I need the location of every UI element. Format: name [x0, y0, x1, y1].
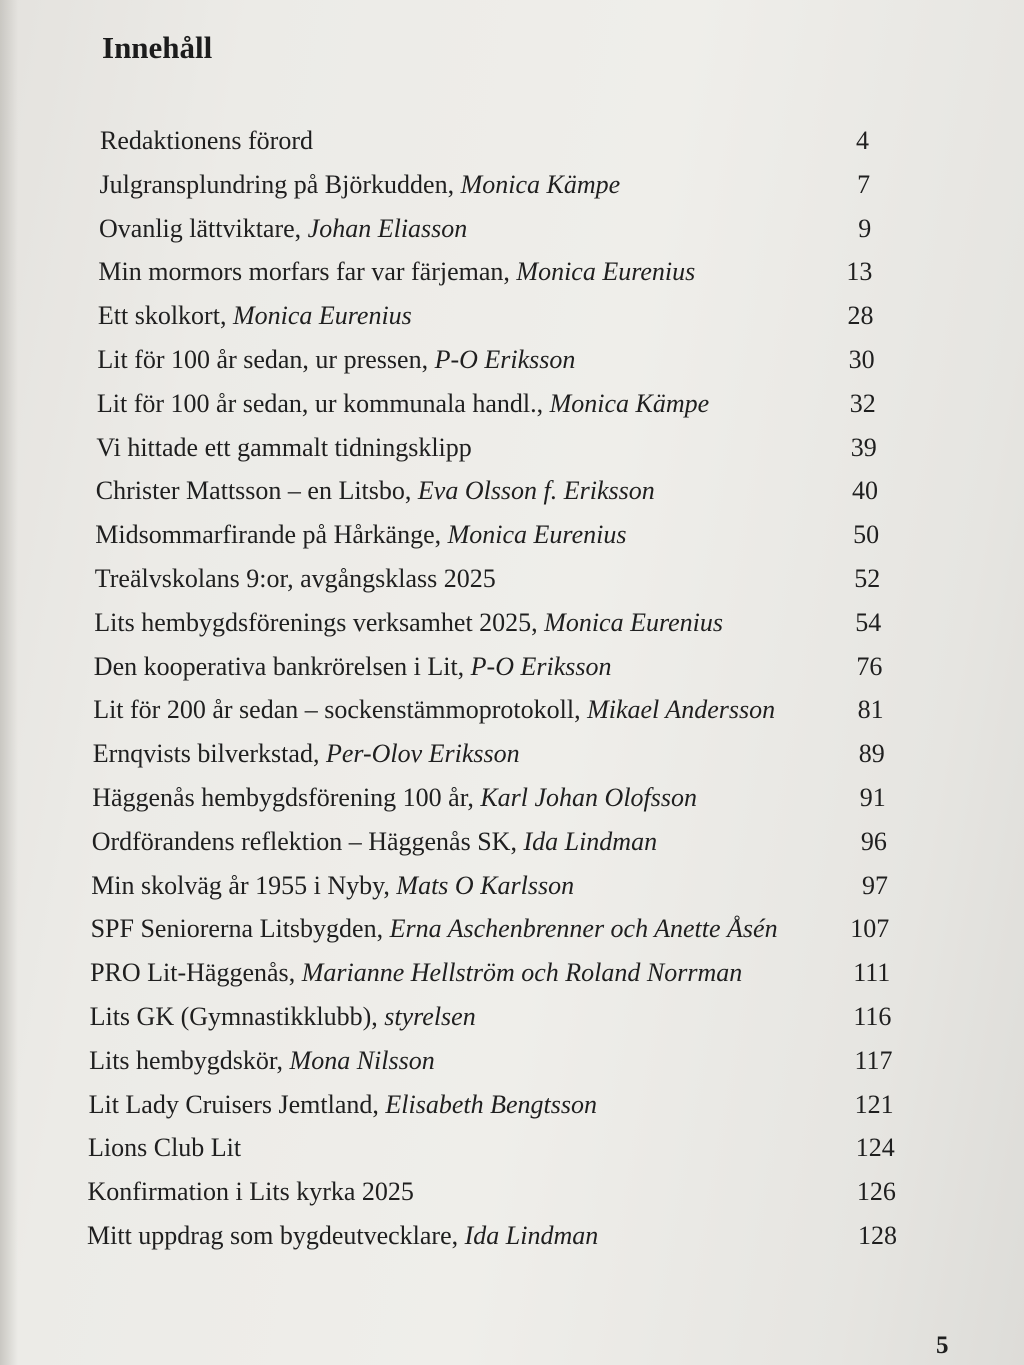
- toc-entry: [0, 168, 1024, 202]
- toc-entry-author: Eva Olsson f. Eriksson: [417, 476, 655, 506]
- toc-entry-page: 4: [856, 126, 869, 155]
- toc-entry-author: Marianne Hellström och Roland Norrman: [301, 958, 743, 988]
- toc-entry-text: [89, 1088, 597, 1122]
- toc-entry-separator: ,: [574, 695, 588, 725]
- toc-entry-author: Mikael Andersson: [587, 695, 776, 725]
- toc-entry-page: 117: [854, 1045, 893, 1075]
- toc-entry: [0, 1219, 1024, 1253]
- toc-entry-separator: ,: [404, 476, 418, 506]
- toc-entry-text: [92, 825, 657, 859]
- toc-entry-title: Lit för 100 år sedan, ur kommunala handl.: [96, 388, 537, 418]
- toc-entry-separator: ,: [510, 826, 524, 856]
- toc-entry-page: 116: [853, 1002, 892, 1031]
- toc-entry-text: [90, 1000, 476, 1034]
- toc-entry-page: 50: [853, 520, 880, 550]
- toc-entry-text: [95, 562, 496, 596]
- toc-entry-text: [99, 212, 467, 246]
- toc-entry-author: Per-Olov Eriksson: [325, 739, 520, 769]
- toc-entry-page: 30: [848, 345, 875, 374]
- toc-entry-title: Mitt uppdrag som bygdeutvecklare: [87, 1221, 452, 1250]
- toc-entry-text: [89, 1044, 435, 1078]
- toc-entry-title: Vi hittade ett gammalt tidningsklipp: [96, 432, 472, 462]
- toc-entry-text: [100, 168, 621, 202]
- toc-entry-author: P-O Eriksson: [470, 651, 612, 681]
- toc-entry-text: [93, 737, 520, 771]
- toc-entry: [0, 1000, 1024, 1034]
- toc-entry: [0, 518, 1024, 552]
- toc-entry-title: PRO Lit-Häggenås: [90, 958, 289, 988]
- toc-entry-text: [93, 693, 775, 727]
- toc-entry: [0, 1044, 1024, 1078]
- toc-entry: [0, 1088, 1024, 1122]
- toc-entry-author: Monica Eurenius: [232, 301, 412, 331]
- toc-entry-separator: ,: [294, 213, 308, 243]
- toc-entry-page: 32: [849, 388, 876, 418]
- toc-entry-separator: ,: [383, 870, 397, 900]
- toc-entry: [0, 781, 1024, 815]
- toc-entry-author: Mona Nilsson: [289, 1045, 435, 1075]
- toc-entry-separator: ,: [447, 169, 461, 199]
- toc-entry-title: Lions Club Lit: [88, 1133, 242, 1163]
- toc-entry-separator: ,: [451, 1221, 465, 1250]
- toc-entry-text: [96, 431, 471, 465]
- toc-entry-text: [97, 387, 709, 421]
- toc-entry-title: Christer Mattsson – en Litsbo: [95, 476, 405, 506]
- toc-entry-page: 40: [852, 476, 878, 506]
- toc-entry-page: 52: [854, 564, 881, 593]
- toc-entry-title: Häggenås hembygdsförening 100 år: [92, 783, 468, 812]
- toc-entry-text: [88, 1131, 241, 1165]
- toc-entry-author: Mats O Karlsson: [396, 870, 575, 900]
- toc-entry-separator: ,: [312, 739, 326, 769]
- toc-entry: [0, 431, 1024, 465]
- toc-entry-page: 89: [858, 739, 885, 769]
- toc-entry: [0, 693, 1024, 727]
- toc-entry-page: 126: [856, 1177, 896, 1207]
- toc-entry-author: Karl Johan Olofsson: [480, 783, 698, 812]
- toc-entry-text: [91, 912, 778, 946]
- toc-entry-title: Lit för 200 år sedan – sockenstämmoprotokoll: [93, 695, 575, 725]
- toc-entry-title: Lit Lady Cruisers Jemtland: [88, 1089, 373, 1119]
- toc-entry-text: [98, 255, 695, 289]
- toc-entry-title: Min skolväg år 1955 i Nyby: [91, 870, 384, 900]
- toc-entry-title: Julgransplundring på Björkudden: [99, 169, 448, 199]
- toc-entry-page: 111: [853, 958, 891, 988]
- toc-entry: [0, 869, 1024, 903]
- toc-entry-title: Lit för 100 år sedan, ur pressen: [97, 345, 422, 374]
- toc-entry-text: [95, 518, 626, 552]
- toc-entry-author: styrelsen: [384, 1002, 476, 1031]
- toc-entry-title: Den kooperativa bankrörelsen i Lit: [93, 651, 458, 681]
- toc-entry: [0, 255, 1024, 289]
- toc-entry-page: 13: [846, 257, 873, 287]
- toc-entry-text: [87, 1219, 598, 1253]
- toc-entry-separator: ,: [467, 783, 481, 812]
- toc-entry-author: Monica Kämpe: [460, 169, 621, 199]
- toc-entry-separator: ,: [276, 1045, 290, 1075]
- toc-entry-author: Johan Eliasson: [307, 213, 468, 243]
- toc-entry-title: Ovanlig lättviktare: [99, 213, 295, 243]
- toc-entry: [0, 343, 1024, 377]
- toc-entry-page: 76: [856, 651, 883, 681]
- toc-entry: [0, 912, 1024, 946]
- toc-entry-author: Ida Lindman: [523, 826, 658, 856]
- toc-entry-author: Monica Eurenius: [516, 257, 696, 287]
- toc-entry-text: [94, 650, 612, 684]
- toc-entry-separator: ,: [503, 257, 517, 287]
- toc-entry-title: Redaktionens förord: [100, 126, 314, 155]
- toc-entry-author: Elisabeth Bengtsson: [385, 1089, 597, 1119]
- toc-entry-separator: ,: [434, 520, 448, 550]
- toc-entry-page: 128: [858, 1221, 897, 1250]
- toc-entry-title: Ernqvists bilverkstad: [92, 739, 313, 769]
- toc-entry: [0, 474, 1024, 508]
- toc-entry-title: SPF Seniorerna Litsbygden: [90, 914, 377, 944]
- toc-entry-title: Min mormors morfars far var färjeman: [98, 257, 504, 287]
- toc-heading: Innehåll: [102, 30, 213, 65]
- toc-entry-text: [97, 343, 575, 377]
- toc-entry: [0, 1175, 1024, 1209]
- toc-entry-text: [98, 299, 412, 333]
- toc-entry-page: 91: [859, 783, 886, 812]
- toc-entry: [0, 956, 1024, 990]
- toc-entry: [0, 737, 1024, 771]
- toc-entry-page: 96: [860, 826, 887, 856]
- toc-entry-separator: ,: [219, 301, 233, 331]
- toc-entry-separator: ,: [536, 388, 550, 418]
- toc-entry: [0, 124, 1024, 158]
- toc-entry: [0, 825, 1024, 859]
- toc-entry-title: Midsommarfirande på Hårkänge: [95, 520, 435, 550]
- toc-entry-page: 97: [862, 870, 888, 900]
- toc-entry-separator: ,: [376, 914, 390, 944]
- toc-entry-page: 121: [854, 1089, 894, 1119]
- toc-entry: [0, 387, 1024, 421]
- toc-entry-page: 107: [850, 914, 890, 944]
- toc-entry-title: Lits hembygdsförenings verksamhet 2025: [94, 607, 532, 637]
- toc-entry-page: 28: [847, 301, 874, 331]
- toc-entry-text: [88, 1175, 414, 1209]
- toc-entry-title: Treälvskolans 9:or, avgångsklass 2025: [94, 564, 496, 593]
- toc-entry-text: [91, 869, 574, 903]
- toc-entry-separator: ,: [531, 607, 545, 637]
- toc-entry: [0, 1131, 1024, 1165]
- page-number: 5: [936, 1332, 949, 1359]
- toc-entry: [0, 606, 1024, 640]
- toc-entry-page: 7: [857, 169, 871, 199]
- toc-entry-page: 124: [855, 1133, 895, 1163]
- toc-entry-text: [100, 124, 313, 158]
- toc-entry: [0, 299, 1024, 333]
- toc-entry-author: Monica Kämpe: [549, 388, 710, 418]
- toc-entry-text: [92, 781, 697, 815]
- toc-entry: [0, 212, 1024, 246]
- toc-entry-author: Erna Aschenbrenner och Anette Åsén: [389, 914, 778, 944]
- toc-entry: [0, 650, 1024, 684]
- toc-entry: [0, 562, 1024, 596]
- toc-entry-author: Ida Lindman: [464, 1221, 599, 1250]
- toc-entry-title: Lits GK (Gymnastikklubb): [89, 1002, 372, 1031]
- toc-entry-title: Lits hembygdskör: [89, 1045, 277, 1075]
- toc-entry-title: Ett skolkort: [97, 301, 220, 331]
- toc-entry-page: 54: [855, 607, 882, 637]
- toc-entry-author: Monica Eurenius: [544, 607, 724, 637]
- toc-entry-author: P-O Eriksson: [434, 345, 576, 374]
- toc-entry-page: 39: [850, 432, 877, 462]
- toc-entry-separator: ,: [457, 651, 471, 681]
- toc-entry-separator: ,: [421, 345, 435, 374]
- toc-entry-title: Ordförandens reflektion – Häggenås SK: [91, 826, 511, 856]
- toc-entry-separator: ,: [371, 1002, 385, 1031]
- toc-entry-separator: ,: [288, 958, 302, 988]
- toc-entry-text: [96, 474, 655, 508]
- toc-entry-text: [90, 956, 742, 990]
- toc-entry-page: 9: [858, 213, 872, 243]
- toc-entry-author: Monica Eurenius: [447, 520, 627, 550]
- toc-entry-title: Konfirmation i Lits kyrka 2025: [87, 1177, 414, 1207]
- toc-entry-page: 81: [857, 695, 884, 725]
- toc-entry-separator: ,: [372, 1089, 386, 1119]
- toc-entry-text: [94, 606, 723, 640]
